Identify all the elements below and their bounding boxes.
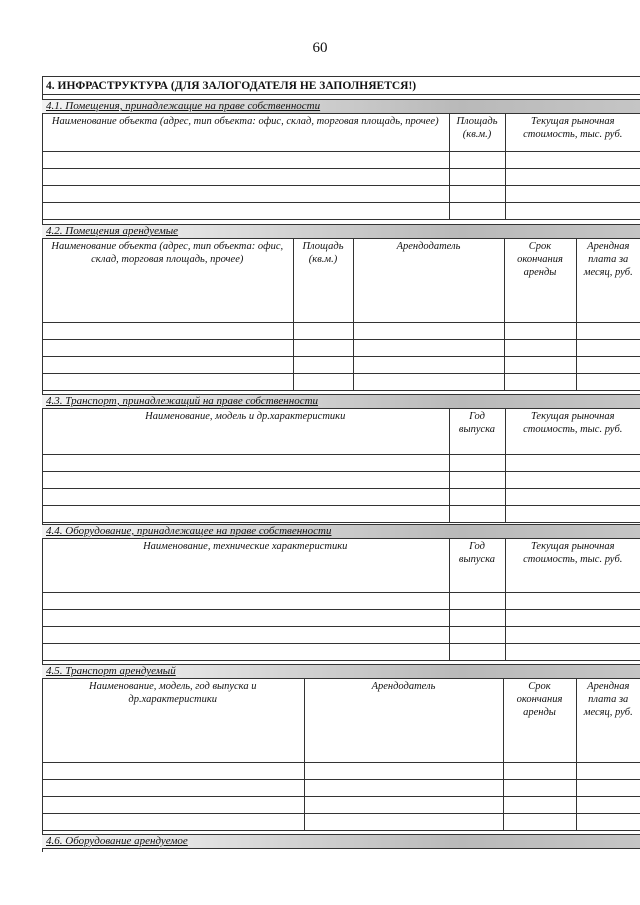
input-cell[interactable] <box>576 797 640 814</box>
column-header: Арендодатель <box>304 679 503 763</box>
column-header: Наименование объекта (адрес, тип объекта: офис, склад, торговая площадь, прочее) <box>42 239 293 323</box>
table-row <box>42 323 640 340</box>
section-4-5-title: 4.5. Транспорт арендуемый <box>42 664 640 679</box>
infrastructure-title: 4. ИНФРАСТРУКТУРА (ДЛЯ ЗАЛОГОДАТЕЛЯ НЕ ЗАПОЛНЯЕТСЯ!) <box>42 77 640 95</box>
input-cell[interactable] <box>42 169 449 186</box>
column-header: Площадь (кв.м.) <box>293 239 353 323</box>
column-header: Год выпуска <box>449 539 505 593</box>
input-cell[interactable] <box>42 506 449 523</box>
input-cell[interactable] <box>576 763 640 780</box>
input-cell[interactable] <box>449 610 505 627</box>
input-cell[interactable] <box>505 472 640 489</box>
input-cell[interactable] <box>504 323 576 340</box>
input-cell[interactable] <box>293 340 353 357</box>
table-row <box>42 506 640 523</box>
input-cell[interactable] <box>449 186 505 203</box>
column-header: Наименование, технические характеристики <box>42 539 449 593</box>
input-cell[interactable] <box>42 797 304 814</box>
input-cell[interactable] <box>449 472 505 489</box>
table-row <box>42 780 640 797</box>
input-cell[interactable] <box>293 357 353 374</box>
table-row <box>42 797 640 814</box>
column-header: Арендная плата за месяц, руб. <box>576 679 640 763</box>
input-cell[interactable] <box>503 814 576 831</box>
input-cell[interactable] <box>576 323 640 340</box>
input-cell[interactable] <box>505 152 640 169</box>
section-4-2-table <box>42 238 640 391</box>
table-header-row <box>42 114 640 152</box>
column-header: Площадь (кв.м.) <box>449 114 505 152</box>
input-cell[interactable] <box>304 814 503 831</box>
input-cell[interactable] <box>503 763 576 780</box>
column-header: Текущая рыночная стоимость, тыс. руб. <box>505 114 640 152</box>
input-cell[interactable] <box>505 593 640 610</box>
page-number: 60 <box>312 40 328 56</box>
column-header: Срок окончания аренды <box>504 239 576 323</box>
column-header: Текущая рыночная стоимость, тыс. руб. <box>505 409 640 455</box>
input-cell[interactable] <box>42 814 304 831</box>
input-cell[interactable] <box>449 169 505 186</box>
input-cell[interactable] <box>42 186 449 203</box>
input-cell[interactable] <box>576 780 640 797</box>
input-cell[interactable] <box>42 763 304 780</box>
table-row <box>42 472 640 489</box>
input-cell[interactable] <box>304 763 503 780</box>
table-row <box>42 814 640 831</box>
section-4-3-title: 4.3. Транспорт, принадлежащий на праве собственности <box>42 394 640 409</box>
table-row <box>42 763 640 780</box>
column-header: Наименование объекта (адрес, тип объекта: офис, склад, торговая площадь, прочее) <box>42 114 449 152</box>
input-cell[interactable] <box>42 203 449 220</box>
input-cell[interactable] <box>42 455 449 472</box>
table-row <box>42 203 640 220</box>
input-cell[interactable] <box>449 455 505 472</box>
input-cell[interactable] <box>505 506 640 523</box>
input-cell[interactable] <box>293 323 353 340</box>
input-cell[interactable] <box>293 374 353 391</box>
input-cell[interactable] <box>42 489 449 506</box>
table-row <box>42 357 640 374</box>
input-cell[interactable] <box>576 357 640 374</box>
input-cell[interactable] <box>449 593 505 610</box>
input-cell[interactable] <box>353 340 504 357</box>
input-cell[interactable] <box>505 169 640 186</box>
input-cell[interactable] <box>449 506 505 523</box>
table-row <box>42 455 640 472</box>
input-cell[interactable] <box>503 780 576 797</box>
table-header-row <box>42 679 640 763</box>
input-cell[interactable] <box>42 472 449 489</box>
table-row <box>42 152 640 169</box>
input-cell[interactable] <box>505 610 640 627</box>
input-cell[interactable] <box>42 323 293 340</box>
input-cell[interactable] <box>42 152 449 169</box>
input-cell[interactable] <box>504 357 576 374</box>
input-cell[interactable] <box>576 340 640 357</box>
table-row <box>42 169 640 186</box>
section-4-3-table <box>42 408 640 523</box>
input-cell[interactable] <box>505 203 640 220</box>
input-cell[interactable] <box>449 489 505 506</box>
input-cell[interactable] <box>505 489 640 506</box>
input-cell[interactable] <box>42 627 449 644</box>
section-4-1-table <box>42 113 640 220</box>
input-cell[interactable] <box>505 644 640 661</box>
input-cell[interactable] <box>576 374 640 391</box>
section-4-6-title: 4.6. Оборудование арендуемое <box>42 834 640 849</box>
column-header: Текущая рыночная стоимость, тыс. руб. <box>505 539 640 593</box>
section-4-4-title: 4.4. Оборудование, принадлежащее на праве собственности <box>42 524 640 539</box>
input-cell[interactable] <box>505 455 640 472</box>
input-cell[interactable] <box>449 644 505 661</box>
input-cell[interactable] <box>576 814 640 831</box>
input-cell[interactable] <box>42 780 304 797</box>
input-cell[interactable] <box>505 627 640 644</box>
section-4-2-title: 4.2. Помещения арендуемые <box>42 224 640 239</box>
input-cell[interactable] <box>449 627 505 644</box>
input-cell[interactable] <box>304 797 503 814</box>
input-cell[interactable] <box>42 357 293 374</box>
table-row <box>42 593 640 610</box>
input-cell[interactable] <box>505 186 640 203</box>
input-cell[interactable] <box>353 323 504 340</box>
table-row <box>42 489 640 506</box>
section-4-1-title: 4.1. Помещения, принадлежащие на праве собственности <box>42 99 640 114</box>
input-cell[interactable] <box>42 340 293 357</box>
input-cell[interactable] <box>42 374 293 391</box>
column-header: Арендодатель <box>353 239 504 323</box>
input-cell[interactable] <box>504 340 576 357</box>
column-header: Наименование, модель и др.характеристики <box>42 409 449 455</box>
input-cell[interactable] <box>503 797 576 814</box>
table-header-row <box>42 539 640 593</box>
input-cell[interactable] <box>449 152 505 169</box>
table-row <box>42 374 640 391</box>
table-row <box>42 186 640 203</box>
input-cell[interactable] <box>42 593 449 610</box>
table-header-row <box>42 409 640 455</box>
input-cell[interactable] <box>504 374 576 391</box>
table-row <box>42 627 640 644</box>
column-header: Срок окончания аренды <box>503 679 576 763</box>
input-cell[interactable] <box>353 357 504 374</box>
input-cell[interactable] <box>304 780 503 797</box>
section-4-5-table <box>42 678 640 831</box>
input-cell[interactable] <box>449 203 505 220</box>
column-header: Наименование, модель, год выпуска и др.характеристики <box>42 679 304 763</box>
table-row <box>42 644 640 661</box>
section-4-4-table <box>42 538 640 661</box>
column-header: Арендная плата за месяц, руб. <box>576 239 640 323</box>
table-row <box>42 610 640 627</box>
input-cell[interactable] <box>42 644 449 661</box>
column-header: Год выпуска <box>449 409 505 455</box>
table-header-row <box>42 239 640 323</box>
input-cell[interactable] <box>42 610 449 627</box>
table-row <box>42 340 640 357</box>
input-cell[interactable] <box>353 374 504 391</box>
